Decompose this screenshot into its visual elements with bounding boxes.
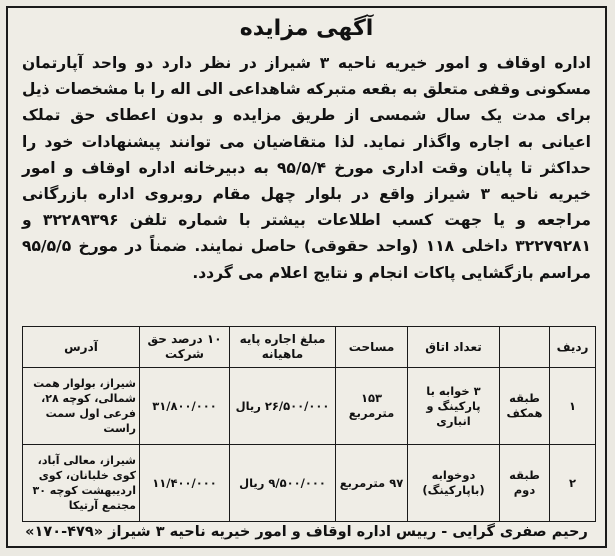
ad-body <box>22 50 591 286</box>
advertisement-frame <box>6 6 607 548</box>
header-rooms: تعداد اتاق <box>408 327 500 368</box>
ad-title: آگهی مزایده <box>239 16 374 41</box>
cell-address: شیراز، بولوار همت شمالی، کوچه ۲۸، فرعی اول سمت راست <box>23 368 140 445</box>
signature-line: رحیم صفری گرایی - رییس اداره اوقاف و امور خیریه ناحیه ۳ شیراز «۴۷۹-۱۷۰» <box>25 524 588 540</box>
property-table <box>22 326 596 522</box>
cell-address: شیراز، معالی آباد، کوی خلبانان، کوی اردیبهشت کوچه ۳۰ مجتمع آرتیکا <box>23 445 140 522</box>
header-floor <box>500 327 550 368</box>
cell-rooms: ۳ خوابه با پارکینگ و انباری <box>408 368 500 445</box>
table-row <box>23 368 596 445</box>
ad-paragraph: اداره اوقاف و امور خیریه ناحیه ۳ شیراز در نظر دارد دو واحد آپارتمان مسکونی وقفی متعلق به بقعه متبرکه شاهداعی الی اله را با مشخصات ذیل برای مدت یک سال شمسی از طریق مزایده و بدون اعطای حق تملک اعیانی به اجاره واگذار نماید. لذا متقاضیان می توانند پیشنهادات خود را حداکثر تا پایان وقت اداری مورخ ۹۵/۵/۴ به دبیرخانه اداره اوقاف و امور خیریه ناحیه ۳ شیراز واقع در بلوار چهل مقام روبروی اداره بازرگانی مراجعه و یا جهت کسب اطلاعات بیشتر با شماره تلفن ۳۲۲۸۹۳۹۶ و ۳۲۲۷۹۲۸۱ داخلی ۱۱۸ (واحد حقوقی) حاصل نمایند. ضمناً در مورخ ۹۵/۵/۵ مراسم بازگشایی پاکات انجام و نتایج اعلام می گردد. <box>22 54 592 282</box>
cell-row-number: ۲ <box>550 445 596 522</box>
cell-floor: طبقه همکف <box>500 368 550 445</box>
header-deposit: ۱۰ درصد حق شرکت <box>140 327 230 368</box>
cell-deposit: ۱۱/۴۰۰/۰۰۰ <box>140 445 230 522</box>
cell-area: ۱۵۳ مترمربع <box>336 368 408 445</box>
header-address: آدرس <box>23 327 140 368</box>
cell-rooms: دوخوابه (باپارکینگ) <box>408 445 500 522</box>
header-area: مساحت <box>336 327 408 368</box>
header-rent: مبلغ اجاره پایه ماهیانه <box>230 327 336 368</box>
cell-row-number: ۱ <box>550 368 596 445</box>
table-header-row <box>23 327 596 368</box>
table-row <box>23 445 596 522</box>
cell-deposit: ۳۱/۸۰۰/۰۰۰ <box>140 368 230 445</box>
cell-floor: طبقه دوم <box>500 445 550 522</box>
cell-rent: ۲۶/۵۰۰/۰۰۰ ریال <box>230 368 336 445</box>
cell-rent: ۹/۵۰۰/۰۰۰ ریال <box>230 445 336 522</box>
header-row-number: ردیف <box>550 327 596 368</box>
cell-area: ۹۷ مترمربع <box>336 445 408 522</box>
